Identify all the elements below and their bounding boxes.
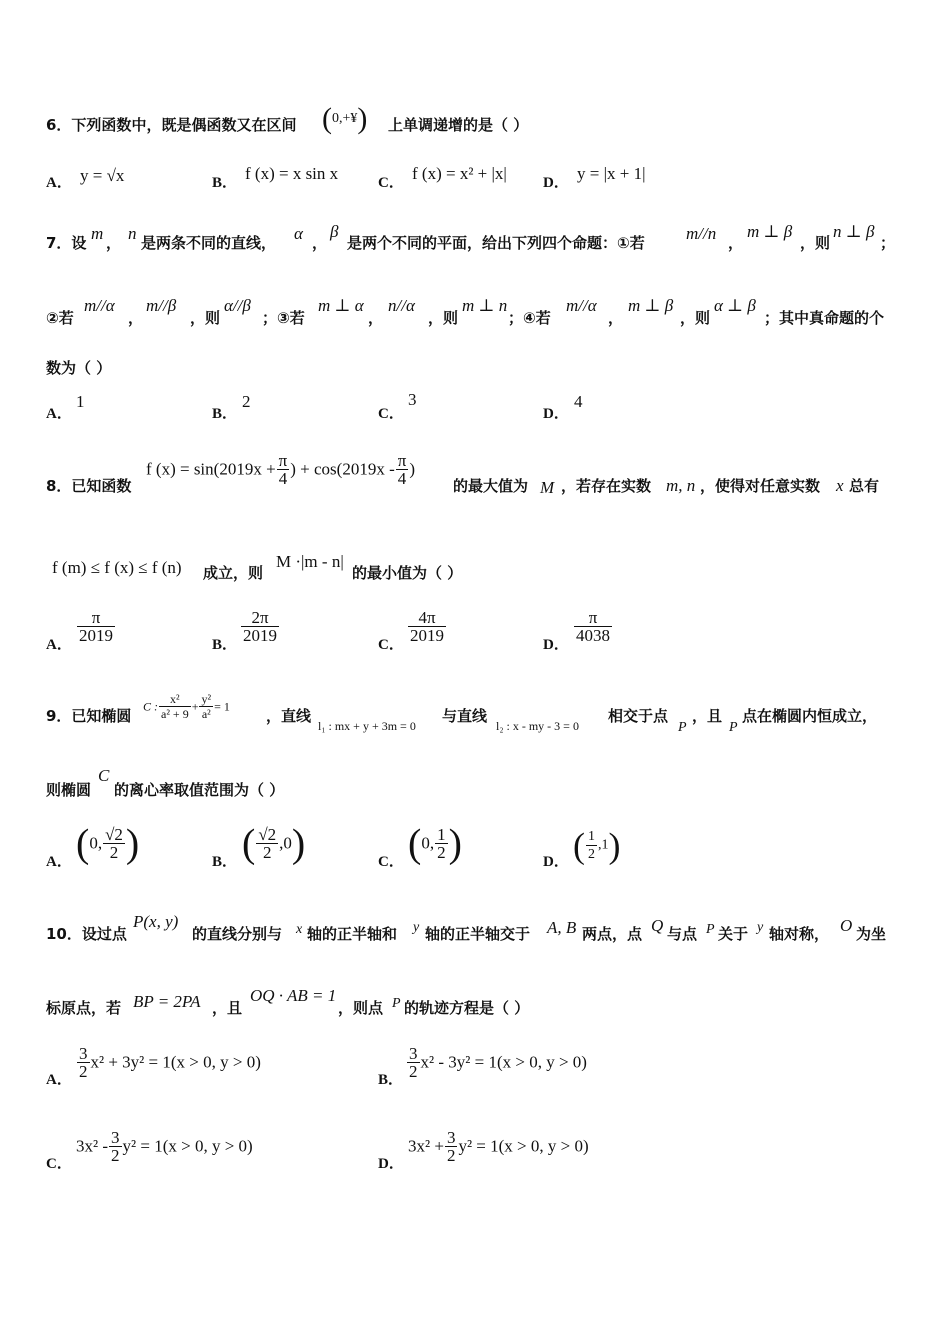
- q9-var-C: C: [98, 766, 110, 785]
- q6-interval: (0,+¥): [322, 102, 368, 135]
- q6-option-b-expr: f (x) = x sin x: [245, 164, 339, 183]
- q10-var-P-1: P: [706, 922, 715, 937]
- q7-text-7: ；其中真命题的个: [764, 309, 885, 327]
- q8-text-3: ，若存在实数: [561, 477, 652, 495]
- q10-text-9: 为坐: [856, 925, 887, 943]
- q10-option-d-label: D．: [378, 1156, 404, 1172]
- q7-prop1-a: m//n: [686, 224, 717, 243]
- q8-text-2: 的最大值为: [453, 477, 529, 495]
- q10-text-3: 轴的正半轴和: [307, 925, 398, 943]
- q7-option-c-label: C．: [378, 406, 404, 422]
- q10-var-O: O: [840, 916, 853, 935]
- q9-text-5: ，且: [692, 707, 723, 725]
- q7-option-b-label: B．: [212, 406, 238, 422]
- q7-prop1-b: m ⊥ β: [747, 222, 793, 241]
- q7-prop4-a: m//α: [566, 296, 597, 315]
- q9-text-1: 9．已知椭圆: [46, 707, 132, 725]
- q10-text-2: 的直线分别与: [192, 925, 283, 943]
- q9-var-P-1: P: [678, 720, 687, 735]
- q9-option-a-expr: (0, $\frac{√2}{2}$ ): [76, 820, 140, 866]
- q8-option-b-frac: $\frac{2\pi}{2019}$: [243, 608, 277, 645]
- q7-var-m: m: [91, 224, 104, 243]
- q10-var-AB: A, B: [547, 918, 577, 937]
- q9-text-8: 的离心率取值范围为（ ）: [114, 781, 285, 799]
- q9-line-1: l₁ : mx + y + 3m = 0: [318, 719, 416, 733]
- q10-text-4: 轴的正半轴交于: [425, 925, 531, 943]
- q6-option-c-expr: f (x) = x² + |x|: [412, 164, 507, 183]
- q10-vector-eq-1: BP = 2PA: [133, 992, 201, 1011]
- q9-var-P-2: P: [729, 720, 738, 735]
- q8-option-d-label: D．: [543, 637, 569, 653]
- q8-option-d-frac: $\frac{\pi}{4038}$: [576, 608, 610, 645]
- q7-text-6: ；④若: [508, 309, 551, 327]
- q9-option-b-label: B．: [212, 854, 238, 870]
- q10-var-y-2: y: [757, 920, 764, 935]
- q8-var-mn: m, n: [666, 476, 696, 495]
- q7-prop3-a: m ⊥ α: [318, 296, 364, 315]
- q8-var-x: x: [836, 476, 844, 495]
- q8-var-M: M: [540, 478, 555, 497]
- q10-vector-eq-2: OQ · AB = 1: [250, 986, 337, 1005]
- q10-text-11: ，且: [212, 999, 243, 1017]
- q6-stem: 6．下列函数中，既是偶函数又在区间: [46, 116, 297, 134]
- q7-option-a-value: 1: [76, 392, 85, 411]
- q7-prop3-c: m ⊥ n: [462, 296, 508, 315]
- q10-text-6: 与点: [667, 925, 698, 943]
- q9-text-3: 与直线: [442, 707, 488, 725]
- q10-option-b-expr: $\frac{3}{2}$ x² - 3y² = 1(x > 0, y > 0): [409, 1044, 587, 1081]
- q7-option-d-value: 4: [574, 392, 583, 411]
- q7-text-8: 数为（ ）: [46, 359, 112, 377]
- q9-option-a-label: A．: [46, 854, 72, 870]
- q7-text-1: 7．设: [46, 234, 87, 252]
- q10-option-a-label: A．: [46, 1072, 72, 1088]
- q7-comma-6: ，: [608, 309, 624, 327]
- q9-line-2: l₂ : x - my - 3 = 0: [496, 719, 579, 733]
- q10-var-Q: Q: [651, 916, 664, 935]
- q9-text-6: 点在椭圆内恒成立，: [742, 707, 878, 725]
- q10-var-P-2: P: [392, 996, 401, 1011]
- q7-var-beta: β: [330, 222, 339, 241]
- q8-expr: M ·|m - n|: [276, 552, 344, 571]
- q9-option-d-expr: ( $\frac{1}{2}$ ,1): [573, 825, 621, 866]
- q7-then-1: ，则: [800, 234, 831, 252]
- q7-comma-2: ，: [312, 234, 328, 252]
- q8-option-b-label: B．: [212, 637, 238, 653]
- q8-text-4: ，使得对任意实数: [700, 477, 821, 495]
- q10-text-10: 标原点，若: [46, 999, 122, 1017]
- q8-text-1: 8．已知函数: [46, 477, 132, 495]
- q7-prop4-b: m ⊥ β: [628, 296, 674, 315]
- q8-option-a-label: A．: [46, 637, 72, 653]
- q7-text-2: 是两条不同的直线，: [141, 234, 277, 252]
- q7-prop4-c: α ⊥ β: [714, 296, 756, 315]
- q6-option-d-label: D．: [543, 175, 569, 191]
- q10-var-x: x: [296, 922, 303, 937]
- q9-option-d-label: D．: [543, 854, 569, 870]
- q8-option-a-frac: $\frac{\pi}{2019}$: [79, 608, 113, 645]
- q10-point-P: P(x, y): [133, 912, 179, 931]
- q10-var-y-1: y: [413, 920, 420, 935]
- q8-option-c-frac: $\frac{4\pi}{2019}$: [410, 608, 444, 645]
- q7-then-2: ，则: [190, 309, 221, 327]
- q10-option-b-label: B．: [378, 1072, 404, 1088]
- q7-semi-1: ；: [880, 234, 896, 252]
- q7-prop3-b: n//α: [388, 296, 415, 315]
- q7-text-5: ；③若: [262, 309, 305, 327]
- q7-prop2-c: α//β: [224, 296, 251, 315]
- q10-option-c-label: C．: [46, 1156, 72, 1172]
- q6-stem-tail: 上单调递增的是（ ）: [388, 116, 529, 134]
- q9-text-7: 则椭圆: [46, 781, 92, 799]
- q8-text-5: 总有: [849, 477, 880, 495]
- q6-option-d-expr: y = |x + 1|: [577, 164, 646, 183]
- q8-text-7: 的最小值为（ ）: [352, 564, 463, 582]
- q8-inequality: f (m) ≤ f (x) ≤ f (n): [52, 558, 182, 577]
- q7-comma-4: ，: [128, 309, 144, 327]
- q10-text-13: 的轨迹方程是（ ）: [404, 999, 530, 1017]
- q7-comma-1: ，: [106, 234, 122, 252]
- q8-function: f (x) = sin(2019x + $\frac{\pi}{4}$ ) + cos(2019x - $\frac{\pi}{4}$ ): [146, 451, 416, 488]
- q9-text-2: ，直线: [266, 707, 312, 725]
- q10-text-8: 轴对称，: [769, 925, 830, 943]
- q7-var-alpha: α: [294, 224, 303, 243]
- q7-comma-3: ，: [728, 234, 744, 252]
- q7-var-n: n: [128, 224, 137, 243]
- q7-prop1-c: n ⊥ β: [833, 222, 875, 241]
- q7-option-a-label: A．: [46, 406, 72, 422]
- q10-option-c-expr: 3x² - $\frac{3}{2}$ y² = 1(x > 0, y > 0): [76, 1128, 253, 1165]
- q6-option-a-label: A．: [46, 175, 72, 191]
- q10-text-5: 两点，点: [582, 925, 643, 943]
- q9-text-4: 相交于点: [608, 707, 669, 725]
- q6-option-b-label: B．: [212, 175, 238, 191]
- q10-text-1: 10．设过点: [46, 925, 127, 943]
- q6-option-c-label: C．: [378, 175, 404, 191]
- q9-ellipse-equation: C : $\frac{\text{x²}}{\text{a² + 9}}$ + $\frac{\text{y²}}{\text{a²}}$ = 1: [143, 692, 230, 721]
- q9-option-b-expr: ( $\frac{√2}{2}$ ,0): [242, 820, 306, 866]
- q10-text-12: ，则点: [338, 999, 384, 1017]
- q8-text-6: 成立，则: [203, 564, 264, 582]
- q7-text-3: 是两个不同的平面，给出下列四个命题：①若: [347, 234, 645, 252]
- q9-option-c-label: C．: [378, 854, 404, 870]
- q6-option-a-expr: y = √x: [80, 166, 125, 185]
- q8-option-c-label: C．: [378, 637, 404, 653]
- q7-comma-5: ，: [368, 309, 384, 327]
- q7-option-d-label: D．: [543, 406, 569, 422]
- q7-then-3: ，则: [428, 309, 459, 327]
- q7-option-c-value: 3: [408, 390, 417, 409]
- q7-prop2-a: m//α: [84, 296, 115, 315]
- q7-option-b-value: 2: [242, 392, 251, 411]
- q7-text-4: ②若: [46, 309, 74, 327]
- q7-then-4: ，则: [680, 309, 711, 327]
- q9-option-c-expr: (0, $\frac{1}{2}$ ): [408, 820, 462, 866]
- q10-option-a-expr: $\frac{3}{2}$ x² + 3y² = 1(x > 0, y > 0): [79, 1044, 261, 1081]
- q10-text-7: 关于: [718, 925, 749, 943]
- q10-option-d-expr: 3x² + $\frac{3}{2}$ y² = 1(x > 0, y > 0): [408, 1128, 589, 1165]
- q7-prop2-b: m//β: [146, 296, 177, 315]
